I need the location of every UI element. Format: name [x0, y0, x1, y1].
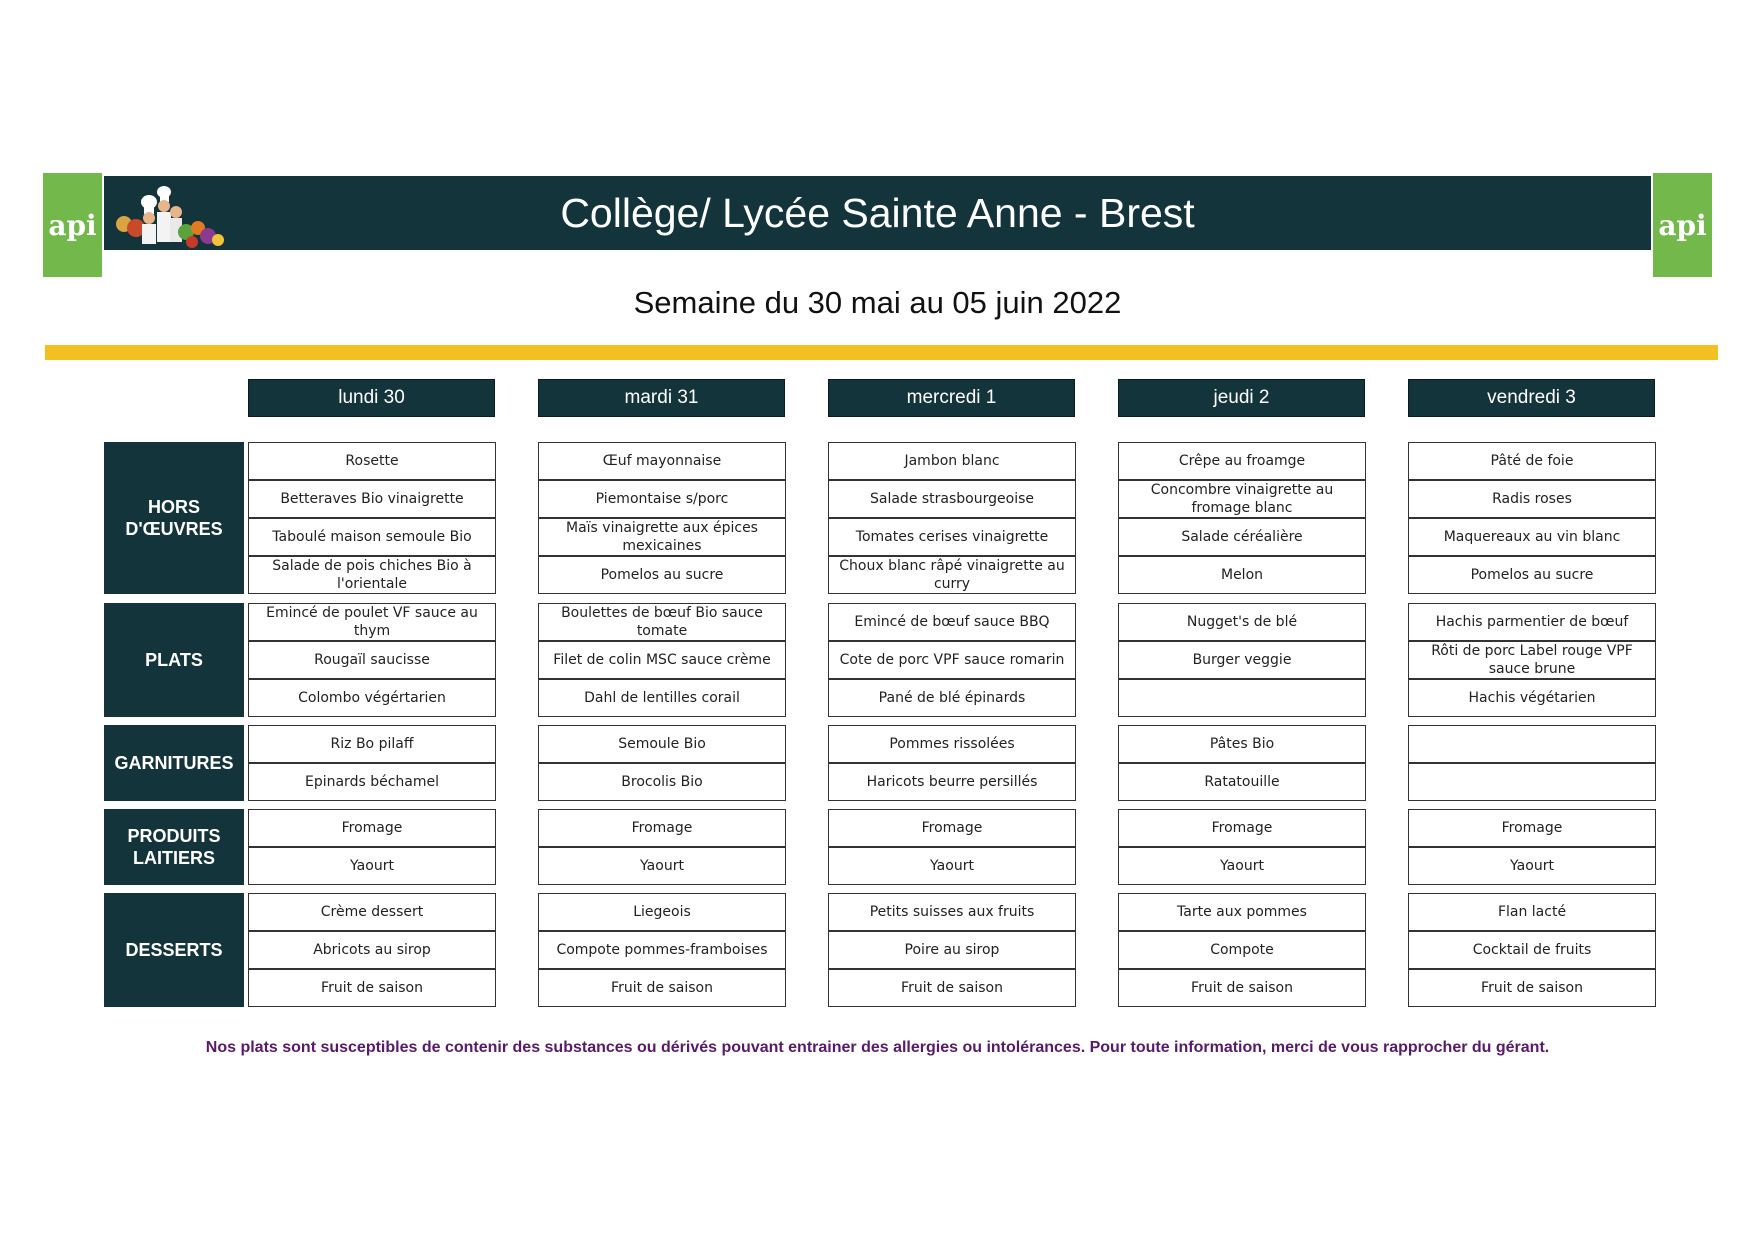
- menu-cell: Petits suisses aux fruits: [828, 893, 1076, 931]
- day-header: lundi 30: [248, 379, 495, 417]
- menu-cell: Rosette: [248, 442, 496, 480]
- day-header: vendredi 3: [1408, 379, 1655, 417]
- menu-cell: Fromage: [1408, 809, 1656, 847]
- menu-cell: Pomelos au sucre: [1408, 556, 1656, 594]
- accent-bar: [45, 345, 1718, 360]
- menu-cell: Yaourt: [538, 847, 786, 885]
- menu-cell: Compote pommes-framboises: [538, 931, 786, 969]
- menu-cell: Salade céréalière: [1118, 518, 1366, 556]
- category-label: PRODUITS LAITIERS: [104, 809, 244, 885]
- menu-cell: Yaourt: [828, 847, 1076, 885]
- page-title: Collège/ Lycée Sainte Anne - Brest: [560, 190, 1195, 236]
- menu-cell: Salade de pois chiches Bio à l'orientale: [248, 556, 496, 594]
- menu-cell: Maquereaux au vin blanc: [1408, 518, 1656, 556]
- menu-cell: Fromage: [1118, 809, 1366, 847]
- menu-cell: Hachis végétarien: [1408, 679, 1656, 717]
- menu-cell: Colombo végértarien: [248, 679, 496, 717]
- logo-text: api: [1658, 208, 1707, 242]
- category-label: PLATS: [104, 603, 244, 717]
- menu-cell: Piemontaise s/porc: [538, 480, 786, 518]
- menu-cell: Riz Bo pilaff: [248, 725, 496, 763]
- menu-cell: Brocolis Bio: [538, 763, 786, 801]
- allergy-note: Nos plats sont susceptibles de contenir des substances ou dérivés pouvant entrainer des allergies ou intolérances. Pour toute information, merci de vous rapprocher du gérant.: [205, 1039, 1550, 1056]
- menu-cell: Concombre vinaigrette au fromage blanc: [1118, 480, 1366, 518]
- menu-cell: Yaourt: [248, 847, 496, 885]
- menu-cell: Pâté de foie: [1408, 442, 1656, 480]
- category-label: GARNITURES: [104, 725, 244, 801]
- menu-cell: Salade strasbourgeoise: [828, 480, 1076, 518]
- category-label: HORS D'ŒUVRES: [104, 442, 244, 594]
- menu-cell: Fruit de saison: [538, 969, 786, 1007]
- menu-cell: Fromage: [538, 809, 786, 847]
- menu-cell: Yaourt: [1408, 847, 1656, 885]
- menu-cell: Rôti de porc Label rouge VPF sauce brune: [1408, 641, 1656, 679]
- menu-cell: Cocktail de fruits: [1408, 931, 1656, 969]
- menu-cell: Pané de blé épinards: [828, 679, 1076, 717]
- week-subtitle: Semaine du 30 mai au 05 juin 2022: [633, 285, 1122, 320]
- menu-cell: Jambon blanc: [828, 442, 1076, 480]
- day-header: jeudi 2: [1118, 379, 1365, 417]
- day-header: mardi 31: [538, 379, 785, 417]
- menu-cell: Cote de porc VPF sauce romarin: [828, 641, 1076, 679]
- menu-cell: Epinards béchamel: [248, 763, 496, 801]
- menu-cell: Fromage: [828, 809, 1076, 847]
- menu-cell: Œuf mayonnaise: [538, 442, 786, 480]
- menu-cell: Tomates cerises vinaigrette: [828, 518, 1076, 556]
- menu-cell: Ratatouille: [1118, 763, 1366, 801]
- menu-cell: [1118, 679, 1366, 717]
- menu-cell: [1408, 725, 1656, 763]
- menu-cell: Hachis parmentier de bœuf: [1408, 603, 1656, 641]
- menu-cell: [1408, 763, 1656, 801]
- menu-cell: Boulettes de bœuf Bio sauce tomate: [538, 603, 786, 641]
- menu-cell: Pommes rissolées: [828, 725, 1076, 763]
- menu-cell: Haricots beurre persillés: [828, 763, 1076, 801]
- menu-cell: Rougaïl saucisse: [248, 641, 496, 679]
- menu-cell: Fruit de saison: [1118, 969, 1366, 1007]
- menu-cell: Yaourt: [1118, 847, 1366, 885]
- menu-cell: Semoule Bio: [538, 725, 786, 763]
- menu-cell: Betteraves Bio vinaigrette: [248, 480, 496, 518]
- logo-text: api: [48, 208, 97, 242]
- menu-cell: Compote: [1118, 931, 1366, 969]
- menu-cell: Flan lacté: [1408, 893, 1656, 931]
- menu-cell: Liegeois: [538, 893, 786, 931]
- day-header: mercredi 1: [828, 379, 1075, 417]
- menu-cell: Radis roses: [1408, 480, 1656, 518]
- menu-cell: Burger veggie: [1118, 641, 1366, 679]
- menu-cell: Filet de colin MSC sauce crème: [538, 641, 786, 679]
- menu-cell: Pomelos au sucre: [538, 556, 786, 594]
- api-logo-left: [43, 173, 102, 277]
- api-logo-right: [1653, 173, 1712, 277]
- menu-cell: Fruit de saison: [828, 969, 1076, 1007]
- category-label: DESSERTS: [104, 893, 244, 1007]
- menu-cell: Pâtes Bio: [1118, 725, 1366, 763]
- menu-cell: Dahl de lentilles corail: [538, 679, 786, 717]
- menu-cell: Nugget's de blé: [1118, 603, 1366, 641]
- menu-cell: Crème dessert: [248, 893, 496, 931]
- menu-cell: Abricots au sirop: [248, 931, 496, 969]
- menu-cell: Crêpe au froamge: [1118, 442, 1366, 480]
- header-banner: [104, 176, 1651, 250]
- menu-cell: Melon: [1118, 556, 1366, 594]
- menu-cell: Fromage: [248, 809, 496, 847]
- menu-cell: Choux blanc râpé vinaigrette au curry: [828, 556, 1076, 594]
- menu-cell: Fruit de saison: [1408, 969, 1656, 1007]
- menu-cell: Tarte aux pommes: [1118, 893, 1366, 931]
- menu-cell: Maïs vinaigrette aux épices mexicaines: [538, 518, 786, 556]
- menu-cell: Taboulé maison semoule Bio: [248, 518, 496, 556]
- menu-cell: Emincé de bœuf sauce BBQ: [828, 603, 1076, 641]
- menu-cell: Fruit de saison: [248, 969, 496, 1007]
- menu-cell: Poire au sirop: [828, 931, 1076, 969]
- menu-cell: Emincé de poulet VF sauce au thym: [248, 603, 496, 641]
